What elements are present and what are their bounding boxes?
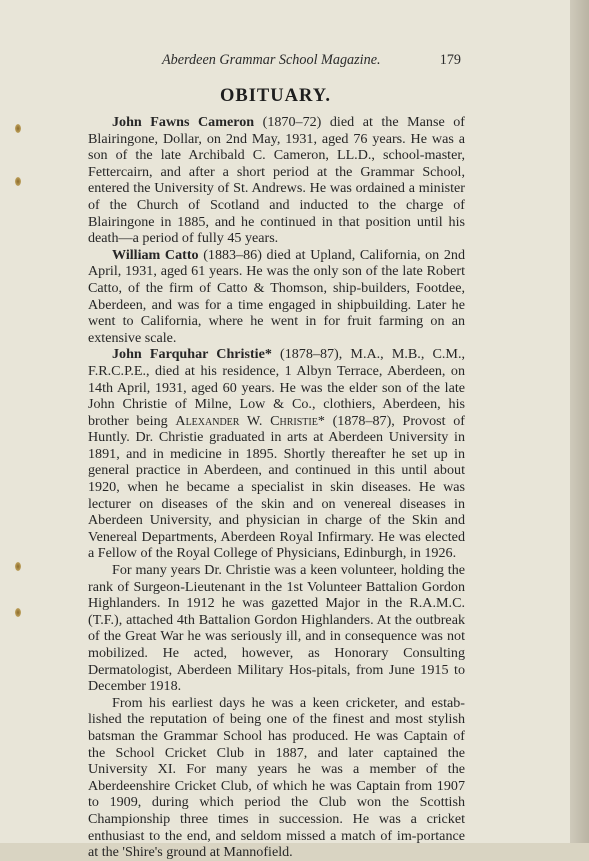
- paragraph-volunteer: For many years Dr. Christie was a keen volunteer, holding the rank of Surgeon-Lieutenant in the 1st Volunteer Battalion Gordon Highlanders. In 1912 he was gazetted Major in the R.A.M.C. (T.F.), attached 4th Battalion Gordon Highlanders. At the outbreak of the Great War he was seriously ill, and in consequence was not mobilized. He acted, however, as Honorary Consulting Dermatologist, Aberdeen Military Hos-pitals, from June 1915 to December 1918.: [88, 562, 465, 695]
- foxing-spot: [15, 124, 21, 133]
- obituary-body: [88, 114, 465, 861]
- obituary-entry-cameron: [88, 114, 465, 247]
- brother-name: Alexander W. Christie*: [175, 412, 325, 429]
- entry-name: William Catto: [112, 246, 199, 263]
- foxing-spot: [15, 177, 21, 186]
- section-heading: OBITUARY.: [220, 86, 331, 106]
- entry-text: (1878–87), M.A., M.B., C.M., F.R.C.P.E., died at his residence, 1 Albyn Terrace, Aberdeen, on 14th April, 1931, aged 60 years. He was the elder son of the late John Christie of Milne, Low & Co., clothiers, Aberdeen, his brother being: [88, 346, 465, 429]
- obituary-entry-christie: [88, 346, 465, 562]
- entry-text: (1870–72) died at the Manse of Blairingone, Dollar, on 2nd May, 1931, aged 76 years. He was a son of the late Archibald C. Cameron, LL.D., school-master, Fettercairn, and after a short period at the Grammar School, entered the University of St. Andrews. He was ordained a minister of the Church of Scotland and inducted to the charge of Blairingone in 1885, and he continued in that position until his death—a period of fully 45 years.: [88, 114, 465, 247]
- entry-name: John Farquhar Christie*: [112, 346, 272, 363]
- obituary-entry-catto: [88, 247, 465, 347]
- entry-text: (1883–86) died at Upland, California, on 2nd April, 1931, aged 61 years. He was the only son of the late Robert Catto, of the firm of Catto & Thomson, ship-builders, Footdee, Aberdeen, and was for a time engaged in shipbuilding. Later he went to California, where he went in for fruit farming on an extensive scale.: [88, 246, 465, 346]
- entry-text: (1878–87), Provost of Huntly. Dr. Christie graduated in arts at Aberdeen University in 1891, and in medicine in 1895. Shortly thereafter he set up in general practice in Aberdeen, and continued in this until about 1920, when he became a specialist in skin diseases. He was lecturer on diseases of the skin and on venereal diseases in Aberdeen University, and physician in charge of the Skin and Venereal Departments, Aberdeen Royal Infirmary. He was elected a Fellow of the Royal College of Physicians, Edinburgh, in 1926.: [88, 412, 466, 562]
- foxing-spot: [15, 608, 21, 617]
- magazine-title: Aberdeen Grammar School Magazine.: [162, 52, 381, 68]
- page-number: 179: [439, 52, 461, 68]
- entry-name: John Fawns Cameron: [112, 114, 255, 130]
- page-edge: [570, 0, 589, 843]
- paragraph-cricket: From his earliest days he was a keen cricketer, and estab-lished the reputation of being one of the finest and most stylish batsman the Grammar School has produced. He was Captain of the School Cricket Club in 1887, and later captained the University XI. For many years he was a member of the Aberdeenshire Cricket Club, of which he was Captain from 1907 to 1909, during which period the Club won the Scottish Championship three times in succession. He was a cricket enthusiast to the end, and seldom missed a match of im-portance at the 'Shire's ground at Mannofield.: [88, 694, 465, 861]
- foxing-spot: [15, 562, 21, 571]
